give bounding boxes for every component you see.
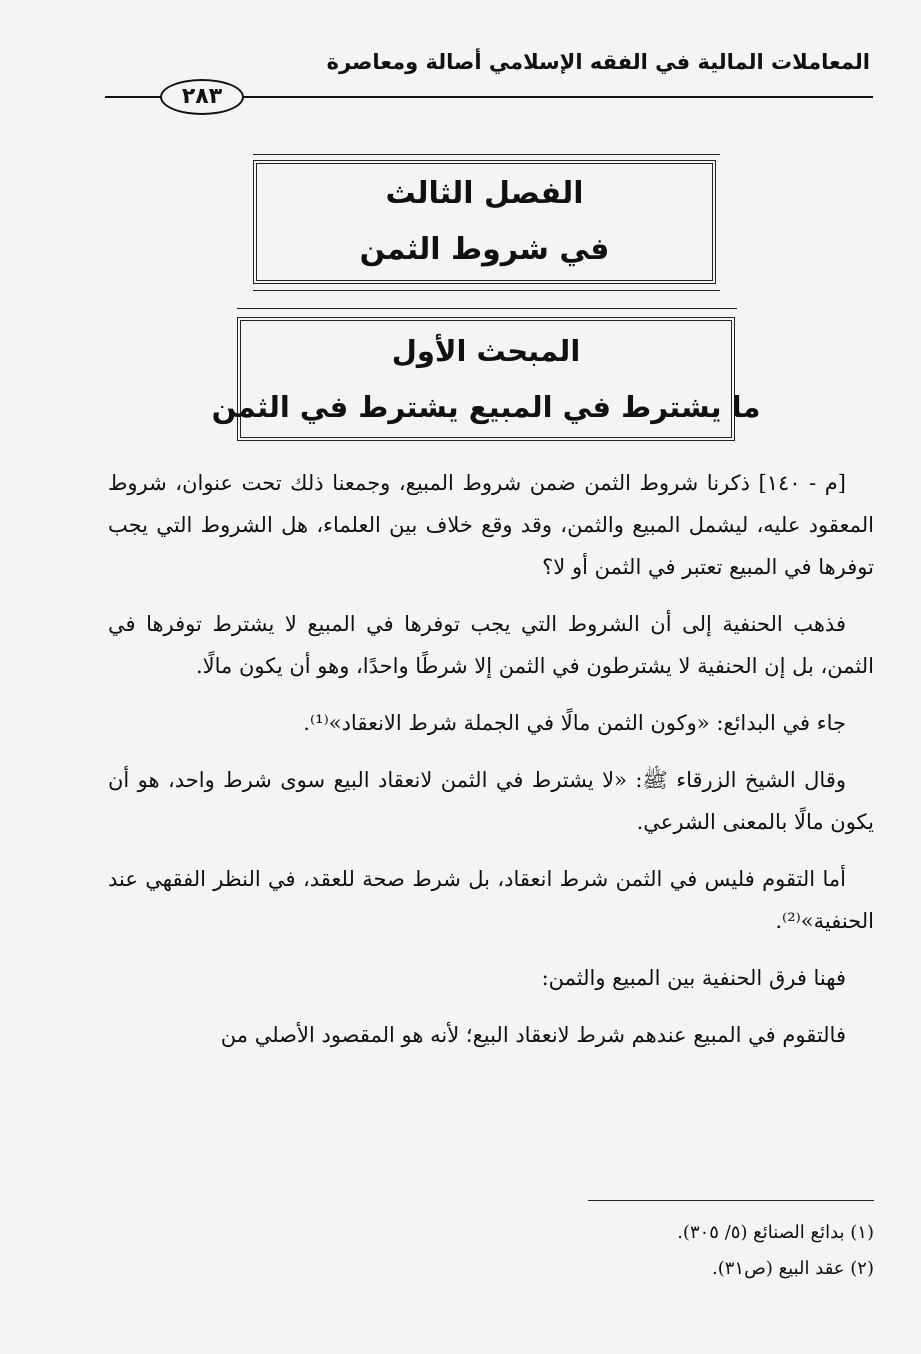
paragraph-3: جاء في البدائع: «وكون الثمن مالًا في الجملة شرط الانعقاد»⁽¹⁾. [303, 711, 846, 735]
chapter-number: الفصل الثالث [385, 176, 584, 211]
paragraph-2: فذهب الحنفية إلى أن الشروط التي يجب توفرها في المبيع لا يشترط توفرها في الثمن، بل إن الحنفية لا يشترطون في الثمن إلا شرطًا واحدًا، وهو أن يكون مالًا. [108, 612, 874, 678]
footnotes [420, 1215, 874, 1287]
chapter-bottom-rule [253, 290, 720, 291]
section-title-box [211, 317, 761, 441]
section-title: ما يشترط في المبيع يشترط في الثمن [211, 390, 761, 424]
page-number: ٢٨٣ [160, 79, 244, 115]
footnote-separator [588, 1200, 874, 1201]
footnote-2: (٢) عقد البيع (ص٣١). [712, 1258, 874, 1279]
body-text [108, 462, 874, 1071]
paragraph-1: [م - ١٤٠] ذكرنا شروط الثمن ضمن شروط المبيع، وجمعنا ذلك تحت عنوان، شروط المعقود عليه، ليشمل المبيع والثمن، وقد وقع خلاف بين العلماء، هل الشروط التي يجب توفرها في المبيع تعتبر في الثمن أو لا؟ [108, 471, 874, 579]
running-title: المعاملات المالية في الفقه الإسلامي أصالة ومعاصرة [326, 50, 870, 74]
paragraph-5: أما التقوم فليس في الثمن شرط انعقاد، بل شرط صحة للعقد، في النظر الفقهي عند الحنفية»⁽²⁾. [108, 867, 874, 933]
chapter-title-box [253, 160, 716, 284]
section-number: المبحث الأول [391, 334, 581, 368]
footnote-1: (١) بدائع الصنائع (٥/ ٣٠٥). [677, 1222, 874, 1243]
paragraph-7: فالتقوم في المبيع عندهم شرط لانعقاد البيع؛ لأنه هو المقصود الأصلي من [220, 1023, 846, 1047]
paragraph-4: وقال الشيخ الزرقاء ﷺ: «لا يشترط في الثمن لانعقاد البيع سوى شرط واحد، هو أن يكون مالًا بالمعنى الشرعي. [108, 768, 874, 834]
paragraph-6: فهنا فرق الحنفية بين المبيع والثمن: [541, 966, 846, 990]
section-top-rule [237, 308, 737, 309]
chapter-title: في شروط الثمن [359, 232, 610, 267]
chapter-top-rule [253, 154, 720, 155]
